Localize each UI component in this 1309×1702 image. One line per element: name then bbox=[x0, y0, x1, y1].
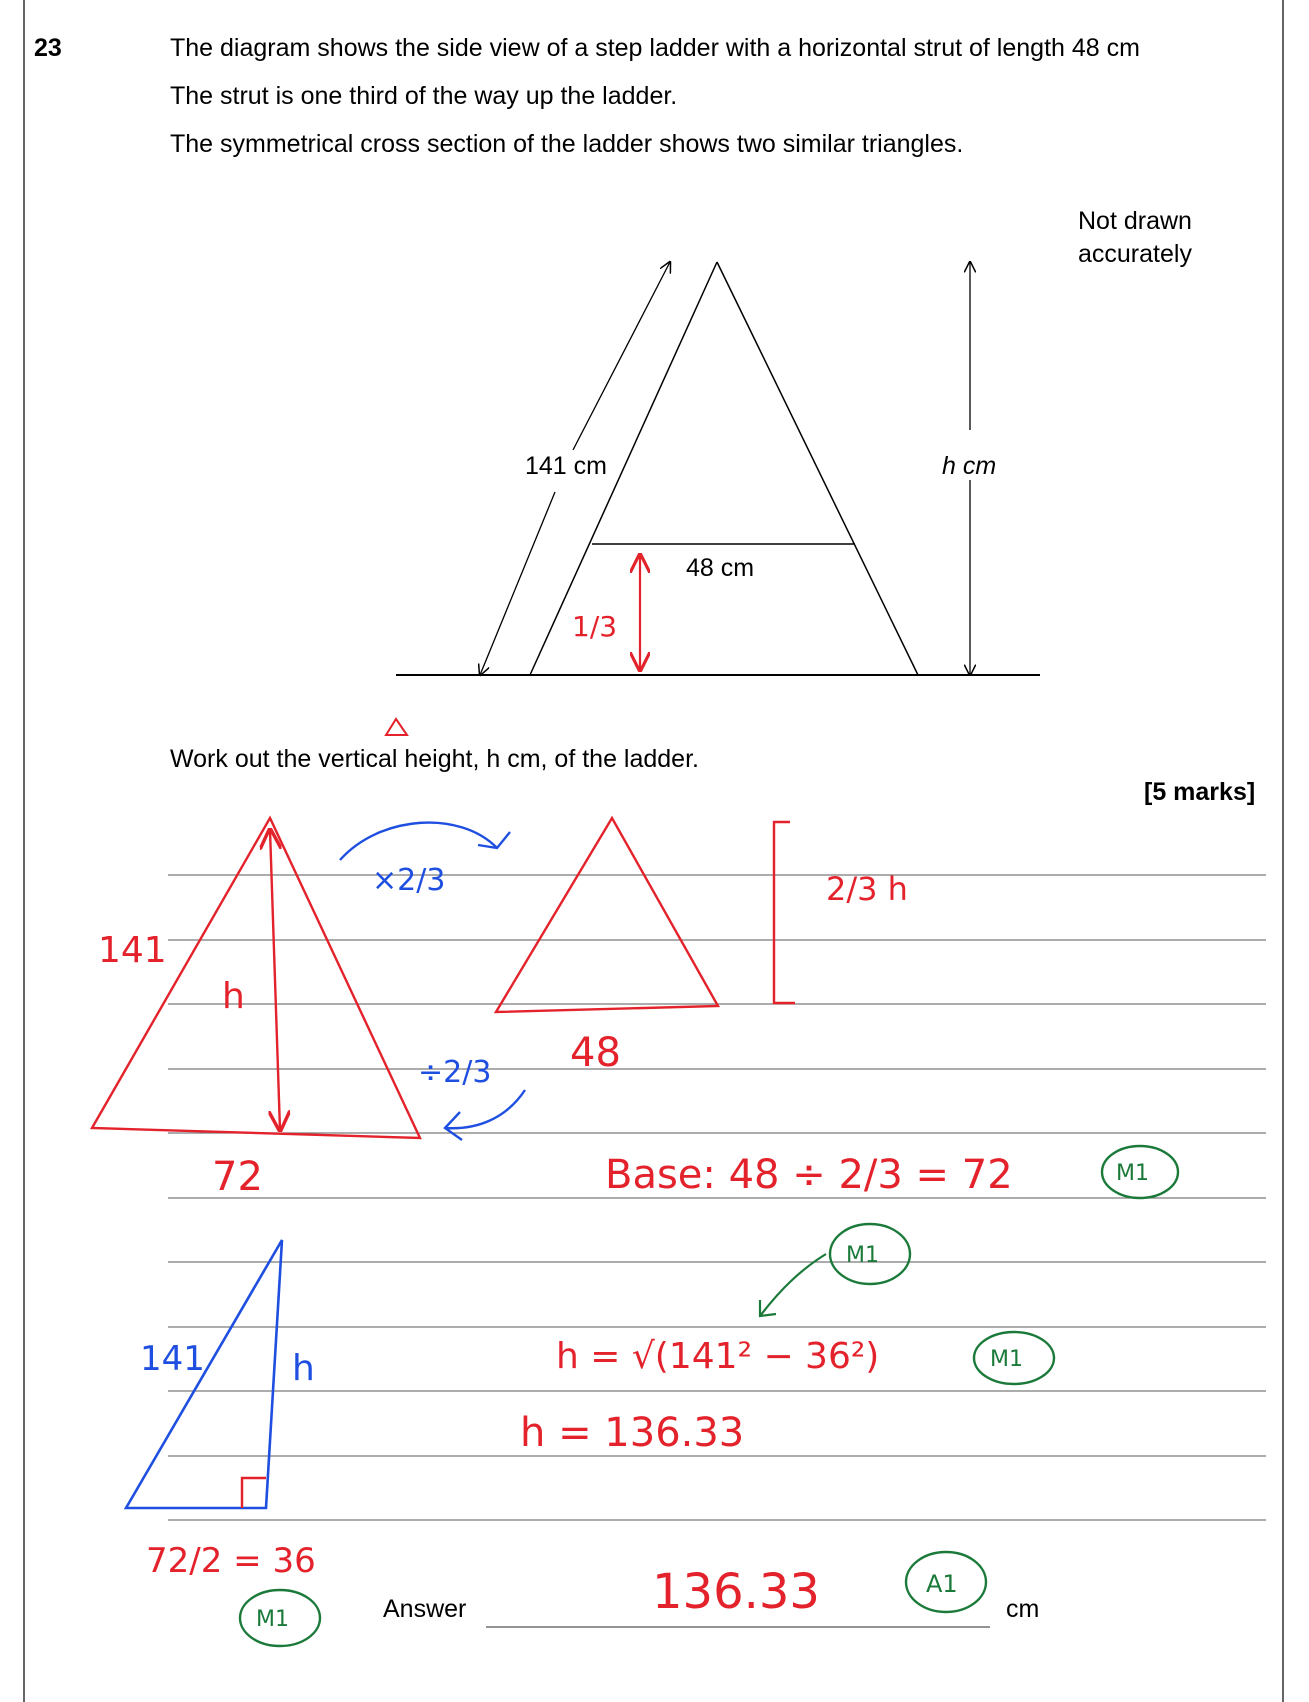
question-line-2: The strut is one third of the way up the ladder. bbox=[170, 82, 678, 110]
small-triangle-mark bbox=[386, 719, 407, 735]
m1-mark-4: M1 bbox=[256, 1607, 289, 1632]
question-line-1: The diagram shows the side view of a step ladder with a horizontal strut of length 48 cm bbox=[170, 34, 1140, 62]
instruction: Work out the vertical height, h cm, of the ladder. bbox=[170, 745, 699, 773]
red-third-annotation bbox=[572, 555, 640, 670]
divide-arrow bbox=[445, 1090, 525, 1128]
a1-mark: A1 bbox=[926, 1570, 958, 1598]
height-bracket bbox=[774, 822, 795, 1003]
m1-mark-2: M1 bbox=[846, 1243, 879, 1268]
m1-mark-1: M1 bbox=[1116, 1161, 1149, 1186]
slant-arrow-upper bbox=[573, 262, 670, 450]
times-arrow bbox=[340, 823, 497, 860]
question-number: 23 bbox=[34, 34, 62, 62]
large-similar-triangle bbox=[92, 818, 420, 1138]
ladder-diagram bbox=[396, 262, 1040, 675]
small-similar-triangle bbox=[496, 818, 718, 1012]
label-h-triangle: h bbox=[292, 1348, 315, 1389]
m1-mark-3: M1 bbox=[990, 1347, 1023, 1372]
label-72-base: 72 bbox=[212, 1154, 263, 1200]
answer-unit: cm bbox=[1006, 1595, 1040, 1623]
strut-length-label: 48 cm bbox=[686, 554, 755, 582]
label-h-left: h bbox=[222, 976, 245, 1017]
two-thirds-h: 2/3 h bbox=[826, 870, 908, 908]
label-141-triangle: 141 bbox=[140, 1339, 205, 1379]
marks: [5 marks] bbox=[1144, 778, 1256, 806]
label-141-left: 141 bbox=[98, 930, 167, 971]
divide-arrow-head bbox=[445, 1112, 462, 1140]
label-48: 48 bbox=[570, 1030, 621, 1076]
base-working: Base: 48 ÷ 2/3 = 72 bbox=[605, 1152, 1013, 1198]
h-value: h = 136.33 bbox=[520, 1410, 745, 1456]
answer-value: 136.33 bbox=[652, 1564, 820, 1620]
answer-label: Answer bbox=[383, 1595, 467, 1623]
fraction-one-third: 1/3 bbox=[572, 610, 618, 643]
question-line-3: The symmetrical cross section of the ladder shows two similar triangles. bbox=[170, 130, 964, 158]
times-two-thirds: ×2/3 bbox=[372, 863, 446, 898]
m1-pointer bbox=[760, 1254, 826, 1316]
divide-two-thirds: ÷2/3 bbox=[418, 1055, 492, 1090]
right-angle-mark bbox=[242, 1478, 266, 1508]
not-drawn-note: Not drawn accurately bbox=[1078, 207, 1192, 268]
slant-length-label: 141 cm bbox=[525, 452, 607, 480]
half-base: 72/2 = 36 bbox=[146, 1541, 316, 1581]
h-equation: h = √(141² − 36²) bbox=[556, 1336, 880, 1377]
slant-arrow-lower bbox=[480, 492, 555, 675]
height-label: h cm bbox=[942, 452, 997, 480]
ladder-right-leg bbox=[717, 262, 918, 675]
